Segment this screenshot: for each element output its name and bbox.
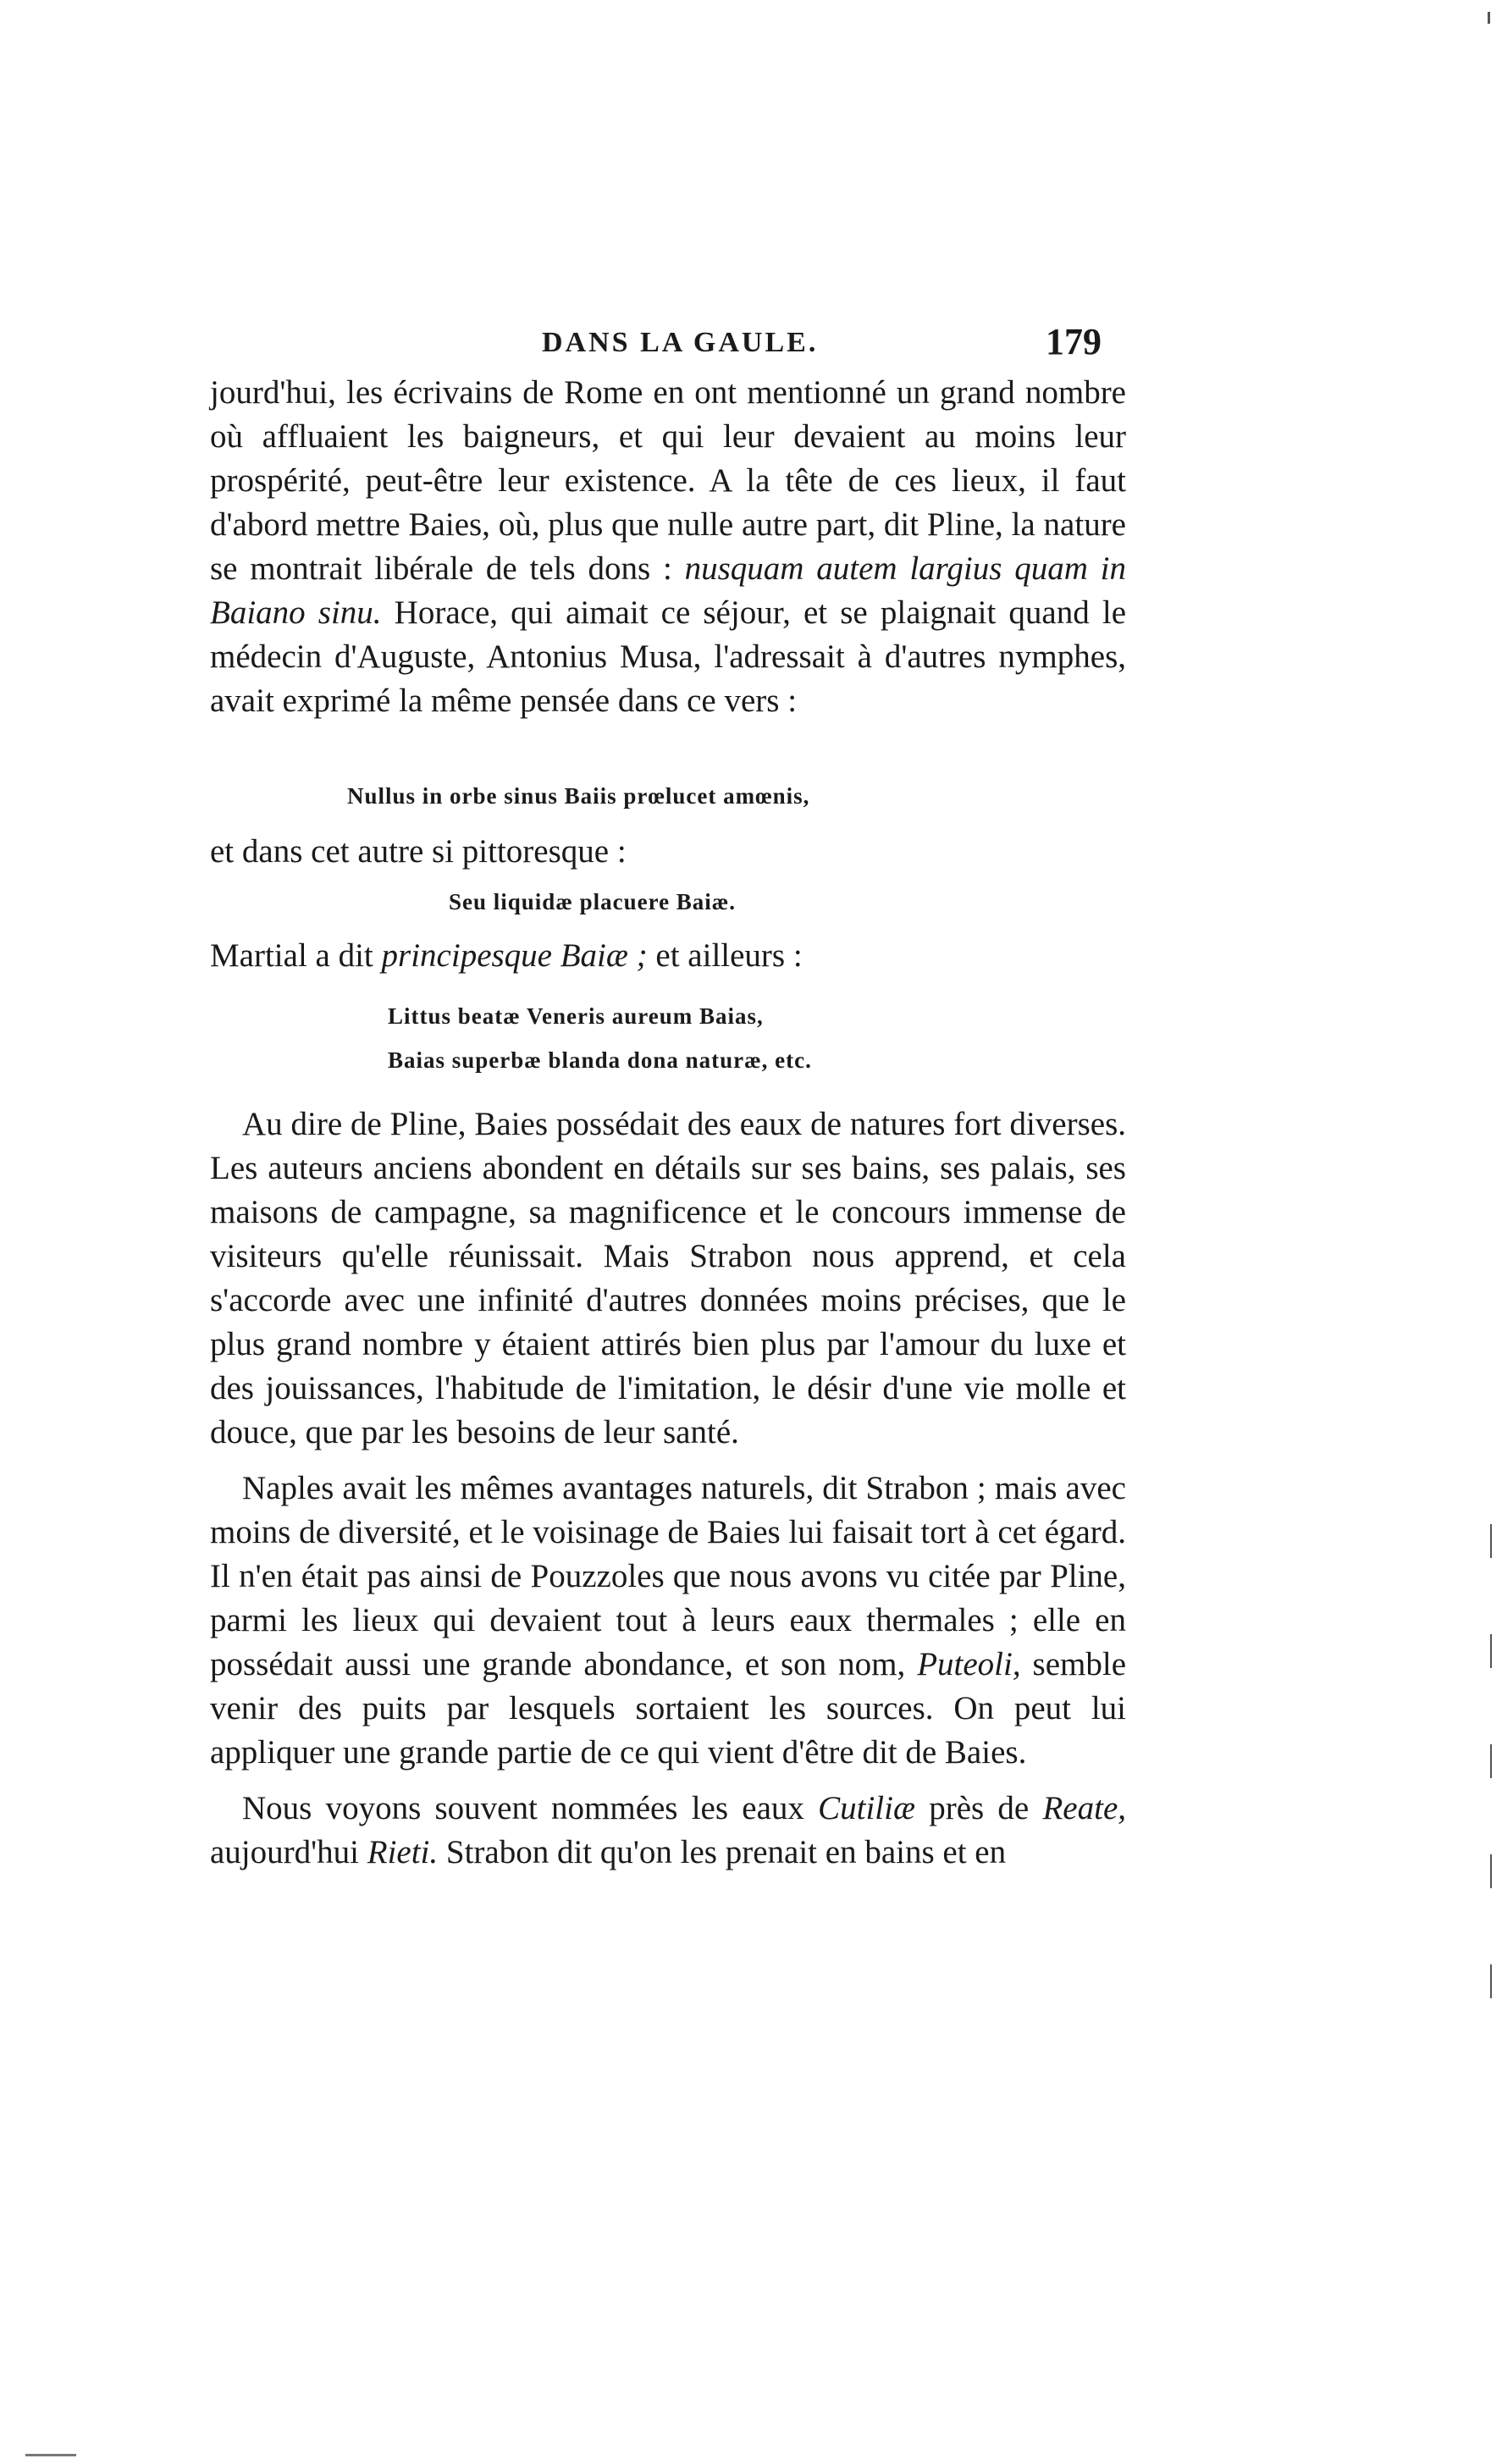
text-block-1: [210, 371, 1126, 723]
paragraph-1-text: jourd'hui, les écrivains de Rome en ont mentionné un grand nombre où affluaient les baigneurs, et qui leur devaient au moins leur prospérité, peut-être leur existence. A la tête de ces lieux, il faut d'abord mettre Baies, où, plus que nulle autre part, dit Pline, la nature se montrait libérale de tels dons :: [210, 374, 1126, 587]
paragraph-3-latin: Puteoli,: [917, 1646, 1021, 1682]
paragraph-4-mid-2: aujourd'hui: [210, 1834, 359, 1870]
margin-mark: [1490, 1634, 1492, 1668]
scan-mark-bottom: [25, 2454, 76, 2456]
paragraph-1: [210, 371, 1126, 723]
scan-mark: [1488, 12, 1490, 24]
text-block-4: [210, 1102, 1126, 1875]
paragraph-3-end: semble venir des puits par lesquels sortaient les sources. On peut lui appliquer une grande partie de ce qui vient d'être dit de Baies.: [210, 1646, 1127, 1771]
paragraph-4: [210, 1787, 1126, 1875]
paragraph-3-start: Naples avait les mêmes avantages naturels, dit Strabon ; mais avec moins de diversité, et le voisinage de Baies lui faisait tort à cet égard. Il n'en était pas ainsi de Pouzzoles que nous avons vu citée par Pline, parmi les lieux qui devaient tout à leurs eaux thermales ; elle en possédait aussi une grande abondance, et son nom,: [210, 1470, 1126, 1682]
paragraph-2: Au dire de Pline, Baies possédait des eaux de natures fort diverses. Les auteurs anciens abondent en détails sur ses bains, ses palais, ses maisons de campagne, sa magnificence et le concours immense de visiteurs qu'elle réunissait. Mais Strabon nous apprend, et cela s'accorde avec une infinité d'autres données moins précises, que le plus grand nombre y étaient attirés bien plus par l'amour du luxe et des jouissances, l'habitude de l'imitation, le désir d'une vie molle et douce, que par les besoins de leur santé.: [210, 1106, 1126, 1450]
latin-quote: nusquam autem largius quam in Baiano sinu.: [210, 550, 1126, 631]
paragraph-4-latin-3: Rieti.: [367, 1834, 439, 1870]
line-3-start: Martial a dit: [210, 937, 373, 974]
paragraph-4-latin-2: Reate,: [1042, 1790, 1127, 1826]
paragraph-4-start: Nous voyons souvent nommées les eaux: [242, 1790, 804, 1826]
page-number: 179: [1046, 321, 1102, 362]
paragraph-1-tail: Horace, qui aimait ce séjour, et se plaignait quand le médecin d'Auguste, Antonius Musa, l'adressait à d'autres nymphes, avait exprimé la même pensée dans ce vers :: [210, 594, 1127, 719]
line-3-latin: principesque Baiæ ;: [381, 937, 648, 974]
line-3: [210, 934, 1126, 978]
paragraph-4-mid-1: près de: [929, 1790, 1030, 1826]
paragraph-3: [210, 1467, 1126, 1775]
text-block-3: [210, 934, 1126, 978]
text-block-2: [210, 830, 1126, 874]
margin-mark: [1490, 1744, 1492, 1778]
line-2: et dans cet autre si pittoresque :: [210, 833, 627, 870]
verse-line-2: Seu liquidæ placuere Baiæ.: [449, 889, 737, 914]
verse-line-3a: Littus beatæ Veneris aureum Baias,: [388, 1003, 764, 1029]
paragraph-4-end: Strabon dit qu'on les prenait en bains et en: [445, 1834, 1007, 1870]
verse-line-1: Nullus in orbe sinus Baiis prœlucet amœnis,: [347, 783, 810, 809]
verse-line-3b: Baias superbæ blanda dona naturæ, etc.: [388, 1047, 812, 1073]
margin-mark: [1490, 1524, 1492, 1558]
margin-mark: [1490, 1854, 1492, 1888]
margin-mark: [1490, 1964, 1492, 1998]
line-3-end: et ailleurs :: [655, 937, 803, 974]
scan-margin-marks: [1490, 1524, 1494, 2286]
paragraph-4-latin-1: Cutiliæ: [818, 1790, 915, 1826]
running-head: DANS LA GAULE.: [542, 327, 819, 358]
